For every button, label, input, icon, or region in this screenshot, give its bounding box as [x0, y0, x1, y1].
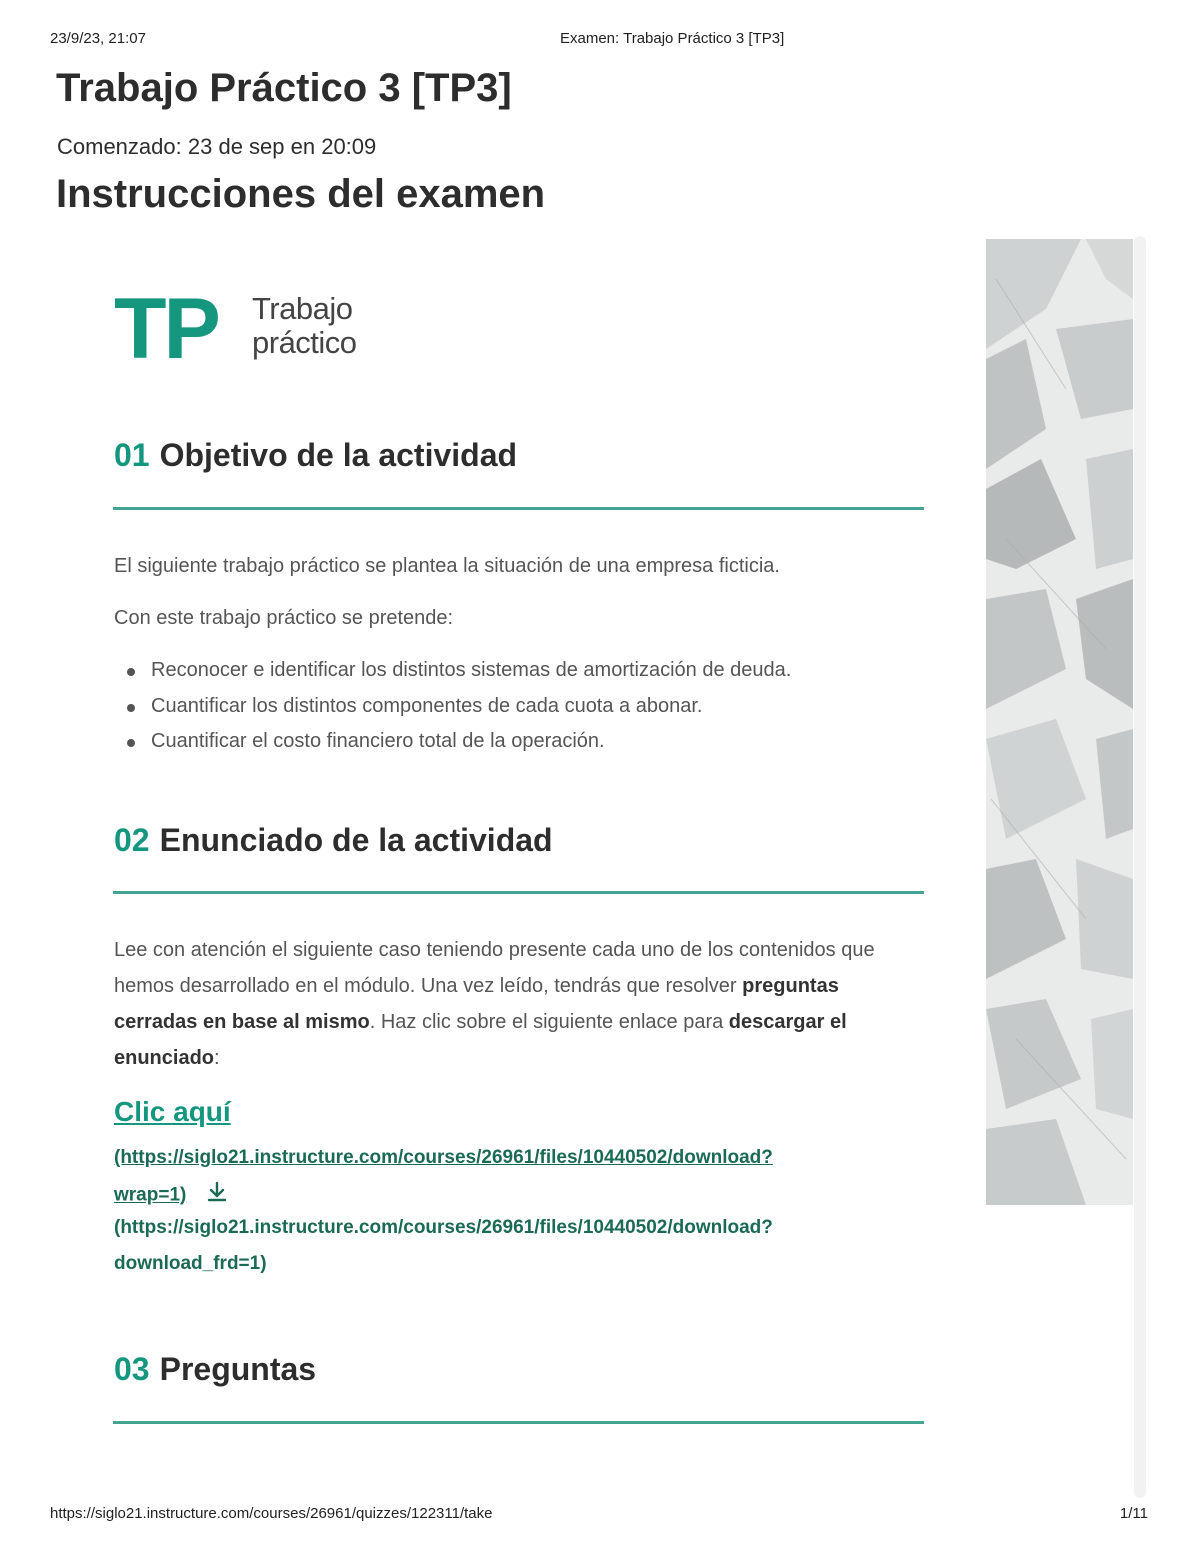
tp-logo-line2: práctico [252, 325, 357, 360]
section-03-rule [113, 1421, 924, 1424]
clic-aqui-link[interactable]: Clic aquí [114, 1096, 231, 1127]
paragraph-bold: preguntas cerradas en base al mismo [114, 975, 839, 1033]
section-03-heading [114, 1351, 316, 1388]
architecture-pattern [986, 239, 1133, 1205]
print-footer-page: 1/11 [1119, 1505, 1148, 1522]
started-value: 23 de sep en 20:09 [187, 134, 377, 159]
print-footer-url: https://siglo21.instructure.com/courses/26961/quizzes/122311/take [50, 1505, 493, 1522]
section-02-heading [114, 822, 553, 859]
enunciado-url-end[interactable]: wrap=1) [114, 1184, 187, 1206]
started-label: Comenzado: [57, 134, 182, 159]
section-02-paragraph [114, 932, 924, 1076]
paragraph-text: Lee con atención el siguiente caso teniendo presente cada uno de los contenidos que hemos desarrollado en el módulo. Una vez leído, tendrás que resolver [114, 939, 875, 997]
paragraph-bold: descargar el enunciado [114, 1011, 847, 1069]
enunciado-url-line-2[interactable] [114, 1181, 228, 1210]
list-item: Cuantificar el costo financiero total de la operación. [114, 724, 791, 760]
section-02-rule [113, 891, 924, 894]
section-03-title: Preguntas [159, 1351, 317, 1387]
enunciado-url-line-1[interactable]: (https://siglo21.instructure.com/courses/26961/files/10440502/download? [114, 1147, 773, 1168]
started-info [57, 134, 376, 160]
section-02-number: 02 [114, 822, 150, 858]
print-header-title: Examen: Trabajo Práctico 3 [TP3] [560, 30, 785, 47]
objectives-list [114, 653, 791, 760]
section-03-number: 03 [114, 1351, 150, 1387]
download-url-line-2[interactable]: download_frd=1) [114, 1253, 267, 1274]
section-01-rule [113, 507, 924, 510]
tp-logo-text [252, 292, 357, 360]
list-item: Cuantificar los distintos componentes de cada cuota a abonar. [114, 689, 791, 725]
section-01-paragraph: Con este trabajo práctico se pretende: [114, 607, 454, 629]
section-02-title: Enunciado de la actividad [159, 822, 553, 858]
section-01-heading [114, 437, 517, 474]
print-header-datetime: 23/9/23, 21:07 [50, 30, 146, 47]
decorative-image [986, 239, 1133, 1205]
section-01-paragraph: El siguiente trabajo práctico se plantea la situación de una empresa ficticia. [114, 555, 780, 577]
section-01-title: Objetivo de la actividad [159, 437, 518, 473]
tp-logo-line1: Trabajo [252, 291, 353, 326]
page-title: Trabajo Práctico 3 [TP3] [56, 66, 512, 110]
list-item: Reconocer e identificar los distintos sistemas de amortización de deuda. [114, 653, 791, 689]
download-url-line-1[interactable]: (https://siglo21.instructure.com/courses/26961/files/10440502/download? [114, 1217, 773, 1238]
section-01-number: 01 [114, 437, 150, 473]
paragraph-text: : [214, 1047, 220, 1069]
scrollbar[interactable] [1134, 236, 1146, 1498]
download-icon[interactable] [206, 1181, 228, 1210]
tp-logo: TP [114, 281, 218, 377]
paragraph-text: . Haz clic sobre el siguiente enlace para [369, 1011, 729, 1033]
instructions-title: Instrucciones del examen [56, 172, 546, 216]
